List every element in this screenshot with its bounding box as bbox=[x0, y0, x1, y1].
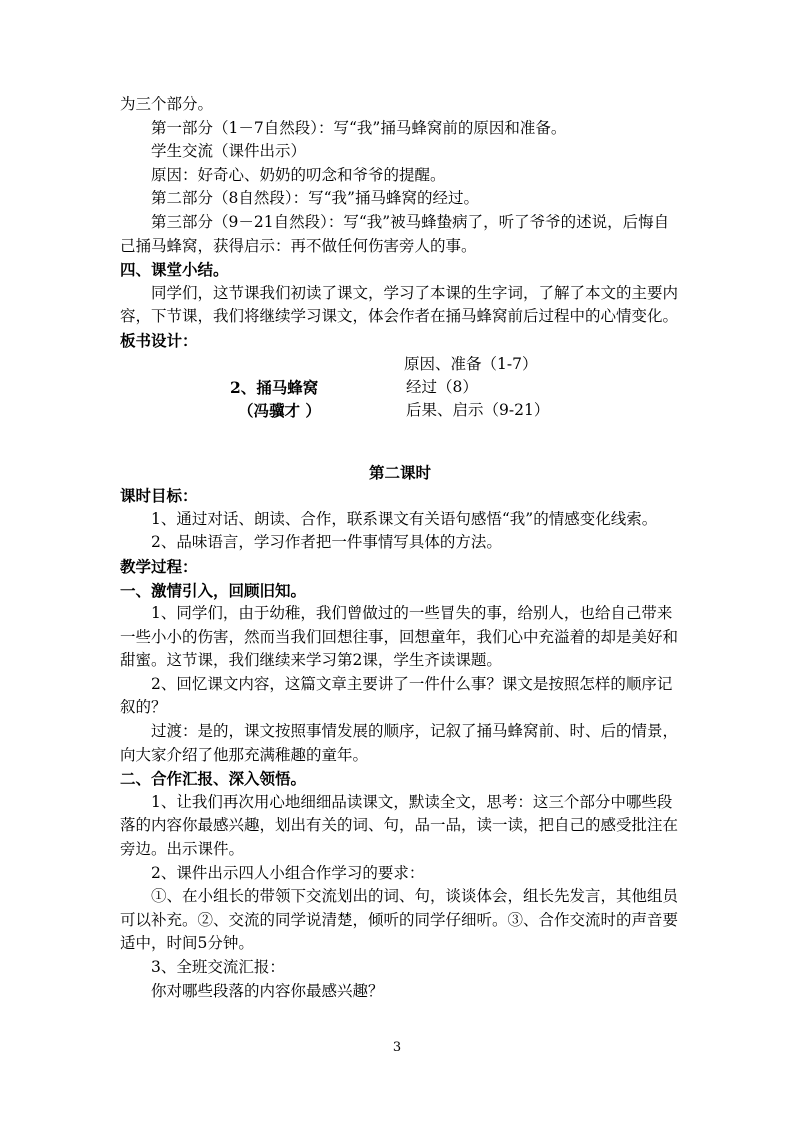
text-line: 2、品味语言，学习作者把一件事情写具体的方法。 bbox=[151, 533, 502, 552]
paragraph: 1、让我们再次用心地细细品读课文，默读全文，思考：这三个部分中哪些段落的内容你最感兴趣，划出有关的词、句，品一品，读一读，把自己的感受批注在旁边。出示课件。 bbox=[120, 792, 679, 859]
paragraph: 过渡：是的，课文按照事情发展的顺序，记叙了捅马蜂窝前、时、后的情景，向大家介绍了他那充满稚趣的童年。 bbox=[120, 722, 679, 764]
lesson-title: 第二课时 bbox=[368, 462, 431, 482]
blackboard-design bbox=[120, 353, 680, 423]
paragraph: ①、在小组长的带领下交流划出的词、句，谈谈体会，组长先发言，其他组员可以补充。②、交流的同学说清楚，倾听的同学仔细听。③、合作交流时的声音要适中，时间5分钟。 bbox=[120, 887, 679, 953]
text-line: 你对哪些段落的内容你最感兴趣？ bbox=[151, 981, 384, 1000]
text-line: 3、全班交流汇报： bbox=[151, 958, 285, 976]
text-line: 学生交流（课件出示） bbox=[151, 142, 307, 161]
board-title: 2、捅马蜂窝 bbox=[230, 377, 319, 397]
page-content bbox=[120, 93, 680, 1003]
board-process: 经过（8） bbox=[406, 377, 478, 396]
text-line: 第二部分（8自然段）：写“我”捅马蜂窝的经过。 bbox=[151, 189, 479, 208]
section-heading: 教学过程： bbox=[120, 556, 198, 576]
text-line: 为三个部分。 bbox=[120, 95, 214, 113]
board-cause: 原因、准备（1-7） bbox=[404, 354, 538, 373]
paragraph: 2、回忆课文内容，这篇文章主要讲了一件什么事？课文是按照怎样的顺序记叙的？ bbox=[120, 674, 673, 717]
section-heading: 课时目标： bbox=[120, 486, 198, 506]
text-line: 原因：好奇心、奶奶的叨念和爷爷的提醒。 bbox=[151, 165, 446, 184]
paragraph: 第三部分（9－21自然段）：写“我”被马蜂蛰病了，听了爷爷的述说，后悔自己捅马蜂窝，获得启示：再不做任何伤害旁人的事。 bbox=[120, 212, 670, 255]
section-heading: 板书设计： bbox=[120, 330, 198, 350]
section-heading: 四、课堂小结。 bbox=[120, 260, 229, 280]
spacer bbox=[120, 423, 680, 461]
paragraph: 1、同学们，由于幼稚，我们曾做过的一些冒失的事，给别人，也给自己带来一些小小的伤害，然而当我们回想往事，回想童年，我们心中充溢着的却是美好和甜蜜。这节课，我们继续来学习第2课，学生齐读课题。 bbox=[120, 604, 679, 670]
text-line: 第一部分（1－7自然段）：写“我”捅马蜂窝前的原因和准备。 bbox=[151, 118, 567, 137]
paragraph: 1、通过对话、朗读、合作，联系课文有关语句感悟“我”的情感变化线索。 bbox=[151, 509, 658, 528]
section-heading: 一、激情引入，回顾旧知。 bbox=[120, 580, 307, 600]
board-author: （冯骥才 ） bbox=[238, 400, 321, 420]
page-number: 3 bbox=[392, 1040, 402, 1055]
section-heading: 二、合作汇报、深入领悟。 bbox=[120, 769, 307, 789]
text-line: 2、课件出示四人小组合作学习的要求： bbox=[151, 863, 425, 882]
board-result: 后果、启示（9-21） bbox=[406, 400, 550, 419]
paragraph: 同学们，这节课我们初读了课文，学习了本课的生字词，了解了本文的主要内容，下节课，我们将继续学习课文，体会作者在捅马蜂窝前后过程中的心情变化。 bbox=[120, 283, 679, 326]
